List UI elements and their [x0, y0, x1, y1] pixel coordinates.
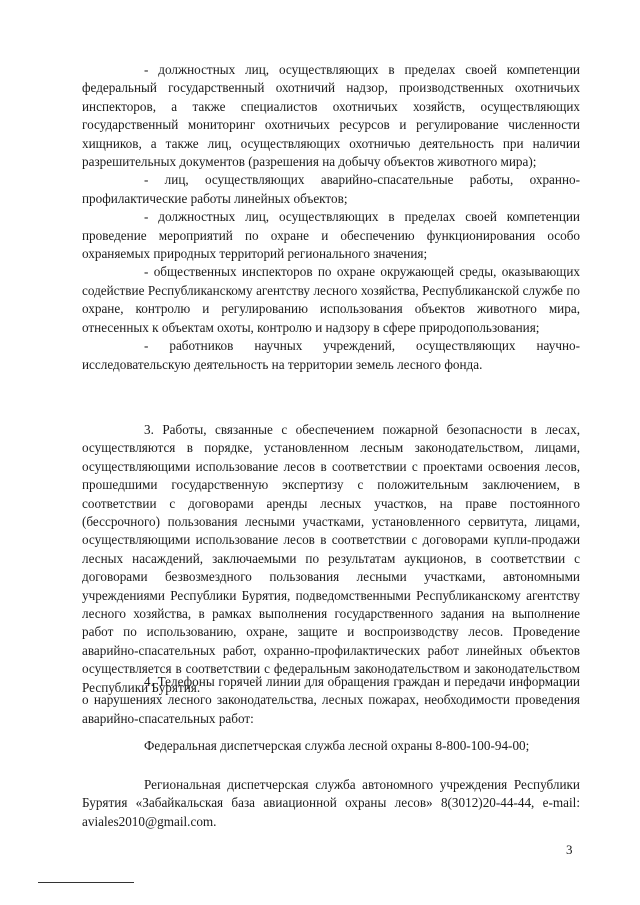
- page-number: 3: [566, 842, 573, 857]
- list-item: - лиц, осуществляющих аварийно-спасательные работы, охранно-профилактические работы линейных объектов;: [82, 172, 580, 206]
- regional-hotline: [82, 776, 580, 831]
- list-item: - общественных инспекторов по охране окружающей среды, оказывающих содействие Республиканскому агентству лесного хозяйства, Республиканской службе по охране, контролю и регулированию использования объектов животного мира, отнесенных к объектам охоты, контролю и надзору в сфере природопользования;: [82, 264, 580, 335]
- list-section: [82, 61, 580, 374]
- list-item: - работников научных учреждений, осуществляющих научно-исследовательскую деятельность на территории земель лесного фонда.: [82, 338, 580, 372]
- section-3: [82, 421, 580, 697]
- footnote-divider: [38, 882, 134, 883]
- list-item: - должностных лиц, осуществляющих в пределах своей компетенции федеральный государственный охотничий надзор, производственных охотничьих инспекторов, а также специалистов охотничьих хозяйств, осуществляющих государственный мониторинг охотничьих ресурсов и регулирование численности хищников, а также лиц, осуществляющих охотничью деятельность при наличии разрешительных документов (разрешения на добычу объектов животного мира);: [82, 62, 580, 170]
- paragraph-3: 3. Работы, связанные с обеспечением пожарной безопасности в лесах, осуществляются в порядке, установленном лесным законодательством, лицами, осуществляющими использование лесов в соответствии с проектами освоения лесов, прошедшими государственную экспертизу с положительным заключением, в соответствии с договорами аренды лесных участков, на праве постоянного (бессрочного) пользования лесными участками, установленного сервитута, лицами, осуществляющими использование лесов в соответствии с договорами купли-продажи лесных насаждений, заключаемыми по результатам аукционов, в соответствии с договорами безвозмездного пользования лесными участками, автономными учреждениями Республики Бурятия, подведомственными Республиканскому агентству лесного хозяйства, в рамках выполнения государственного задания на выполнение работ по использованию, охране, защите и воспроизводству лесов. Проведение аварийно-спасательных работ, охранно-профилактических работ линейных объектов осуществляется в соответствии с федеральным законодательством и законодательством Республики Бурятия.: [82, 422, 580, 695]
- federal-hotline-text: Федеральная диспетчерская служба лесной охраны 8-800-100-94-00;: [144, 738, 530, 753]
- regional-hotline-text: Региональная диспетчерская служба автономного учреждения Республики Бурятия «Забайкальская база авиационной охраны лесов» 8(3012)20-44-44, e-mail: aviales2010@gmail.com.: [82, 777, 580, 829]
- federal-hotline: [82, 737, 580, 755]
- section-4: [82, 673, 580, 728]
- paragraph-4: 4. Телефоны горячей линии для обращения граждан и передачи информации о нарушениях лесного законодательства, лесных пожарах, необходимости проведения аварийно-спасательных работ:: [82, 674, 580, 726]
- list-item: - должностных лиц, осуществляющих в пределах своей компетенции проведение мероприятий по охране и обеспечению функционирования особо охраняемых природных территорий регионального значения;: [82, 209, 580, 262]
